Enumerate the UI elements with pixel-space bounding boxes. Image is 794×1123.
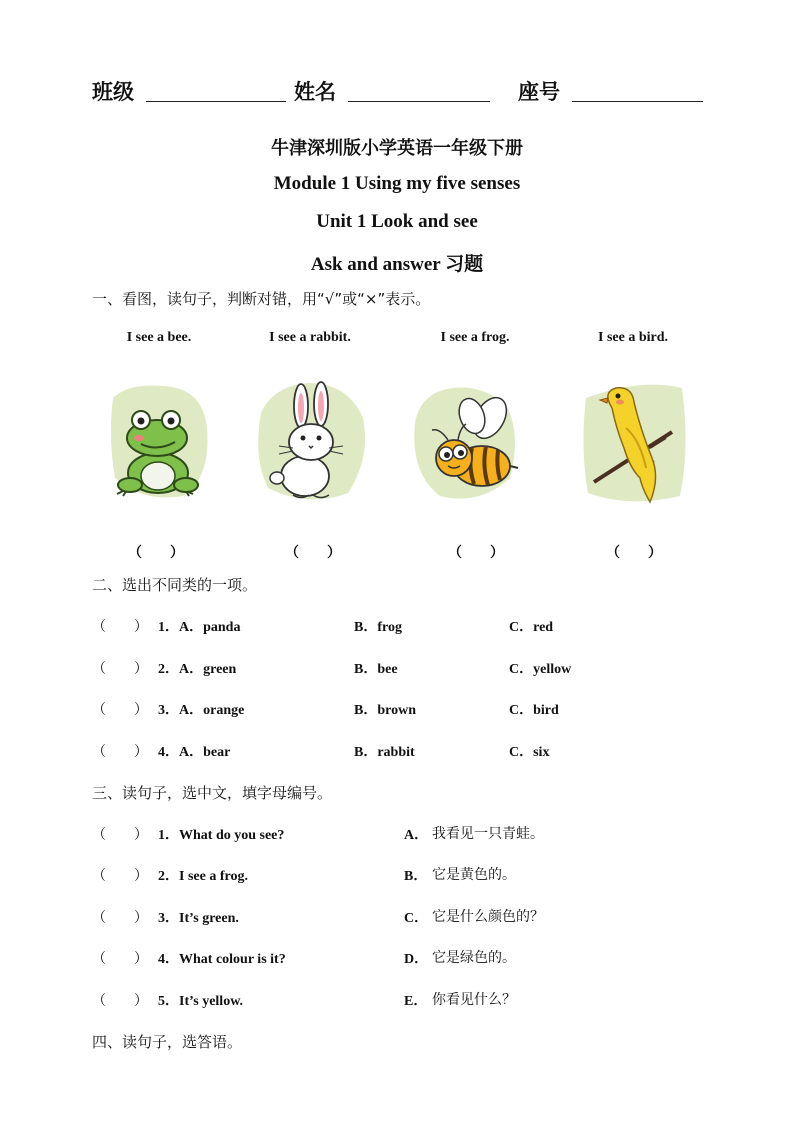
- section3-letter-e: E．: [404, 994, 428, 1009]
- section3-sentence-2: 2．I see a frog.: [158, 869, 248, 884]
- class-blank[interactable]: [146, 101, 286, 102]
- section3-paren-5[interactable]: （ ）: [92, 993, 148, 1009]
- section2-option-a-2: 2．A．green: [158, 662, 237, 677]
- title-book: 牛津深圳版小学英语一年级下册: [271, 138, 523, 159]
- section2-paren-3[interactable]: （ ）: [92, 702, 148, 718]
- section3-sentence-5: 5．It’s yellow.: [158, 994, 244, 1009]
- class-label: 班级: [92, 80, 134, 104]
- section3-heading: 三、读句子，选中文，填字母编号。: [92, 784, 333, 802]
- section2-heading: 二、选出不同类的一项。: [92, 576, 258, 594]
- rabbit-icon: [253, 378, 369, 506]
- bird-icon: [580, 378, 688, 506]
- section2-paren-2[interactable]: （ ）: [92, 661, 148, 677]
- section2-option-b-4: B．rabbit: [354, 745, 415, 760]
- section2-option-b-2: B．bee: [354, 662, 398, 677]
- section2-option-b-3: B．brown: [354, 703, 416, 718]
- caption-4: I see a bird.: [598, 330, 668, 345]
- section3-letter-a: A．: [404, 828, 429, 843]
- section3-sentence-4: 4．What colour is it?: [158, 952, 286, 967]
- caption-2: I see a rabbit.: [269, 330, 351, 345]
- section2-option-a-4: 4．A．bear: [158, 745, 231, 760]
- answer-paren-2[interactable]: （ ）: [285, 545, 341, 561]
- section3-chinese-a: 我看见一只青蛙。: [432, 826, 544, 842]
- name-blank[interactable]: [348, 101, 490, 102]
- section3-letter-d: D．: [404, 952, 429, 967]
- section2-paren-1[interactable]: （ ）: [92, 619, 148, 635]
- section3-letter-c: C．: [404, 911, 429, 926]
- section3-chinese-b: 它是黄色的。: [432, 867, 516, 883]
- section3-sentence-3: 3．It’s green.: [158, 911, 239, 926]
- section2-option-c-4: C．six: [509, 745, 550, 760]
- section3-sentence-1: 1．What do you see?: [158, 828, 285, 843]
- section2-option-a-1: 1．A．panda: [158, 620, 241, 635]
- answer-paren-4[interactable]: （ ）: [606, 545, 662, 561]
- section3-paren-3[interactable]: （ ）: [92, 910, 148, 926]
- section3-chinese-e: 你看见什么？: [432, 992, 516, 1008]
- title-exercise: Ask and answer 习题: [310, 254, 484, 275]
- seat-label: 座号: [518, 80, 560, 104]
- caption-1: I see a bee.: [126, 330, 192, 345]
- name-label: 姓名: [294, 80, 336, 104]
- answer-paren-1[interactable]: （ ）: [128, 545, 184, 561]
- section3-paren-2[interactable]: （ ）: [92, 868, 148, 884]
- section3-letter-b: B．: [404, 869, 428, 884]
- section2-option-c-3: C．bird: [509, 703, 559, 718]
- section3-chinese-c: 它是什么颜色的？: [432, 909, 544, 925]
- title-module: Module 1 Using my five senses: [273, 173, 521, 194]
- section3-paren-1[interactable]: （ ）: [92, 827, 148, 843]
- seat-blank[interactable]: [572, 101, 703, 102]
- section2-option-c-2: C．yellow: [509, 662, 572, 677]
- frog-icon: [103, 378, 213, 504]
- section1-heading: 一、看图，读句子，判断对错，用“√”或“×”表示。: [92, 290, 431, 308]
- bee-icon: [410, 378, 520, 504]
- section4-heading: 四、读句子，选答语。: [92, 1033, 243, 1051]
- answer-paren-3[interactable]: （ ）: [448, 545, 504, 561]
- title-unit: Unit 1 Look and see: [316, 211, 478, 232]
- section2-paren-4[interactable]: （ ）: [92, 744, 148, 760]
- caption-3: I see a frog.: [440, 330, 510, 345]
- section2-option-c-1: C．red: [509, 620, 554, 635]
- section2-option-b-1: B．frog: [354, 620, 402, 635]
- section3-paren-4[interactable]: （ ）: [92, 951, 148, 967]
- section3-chinese-d: 它是绿色的。: [432, 950, 516, 966]
- section2-option-a-3: 3．A．orange: [158, 703, 245, 718]
